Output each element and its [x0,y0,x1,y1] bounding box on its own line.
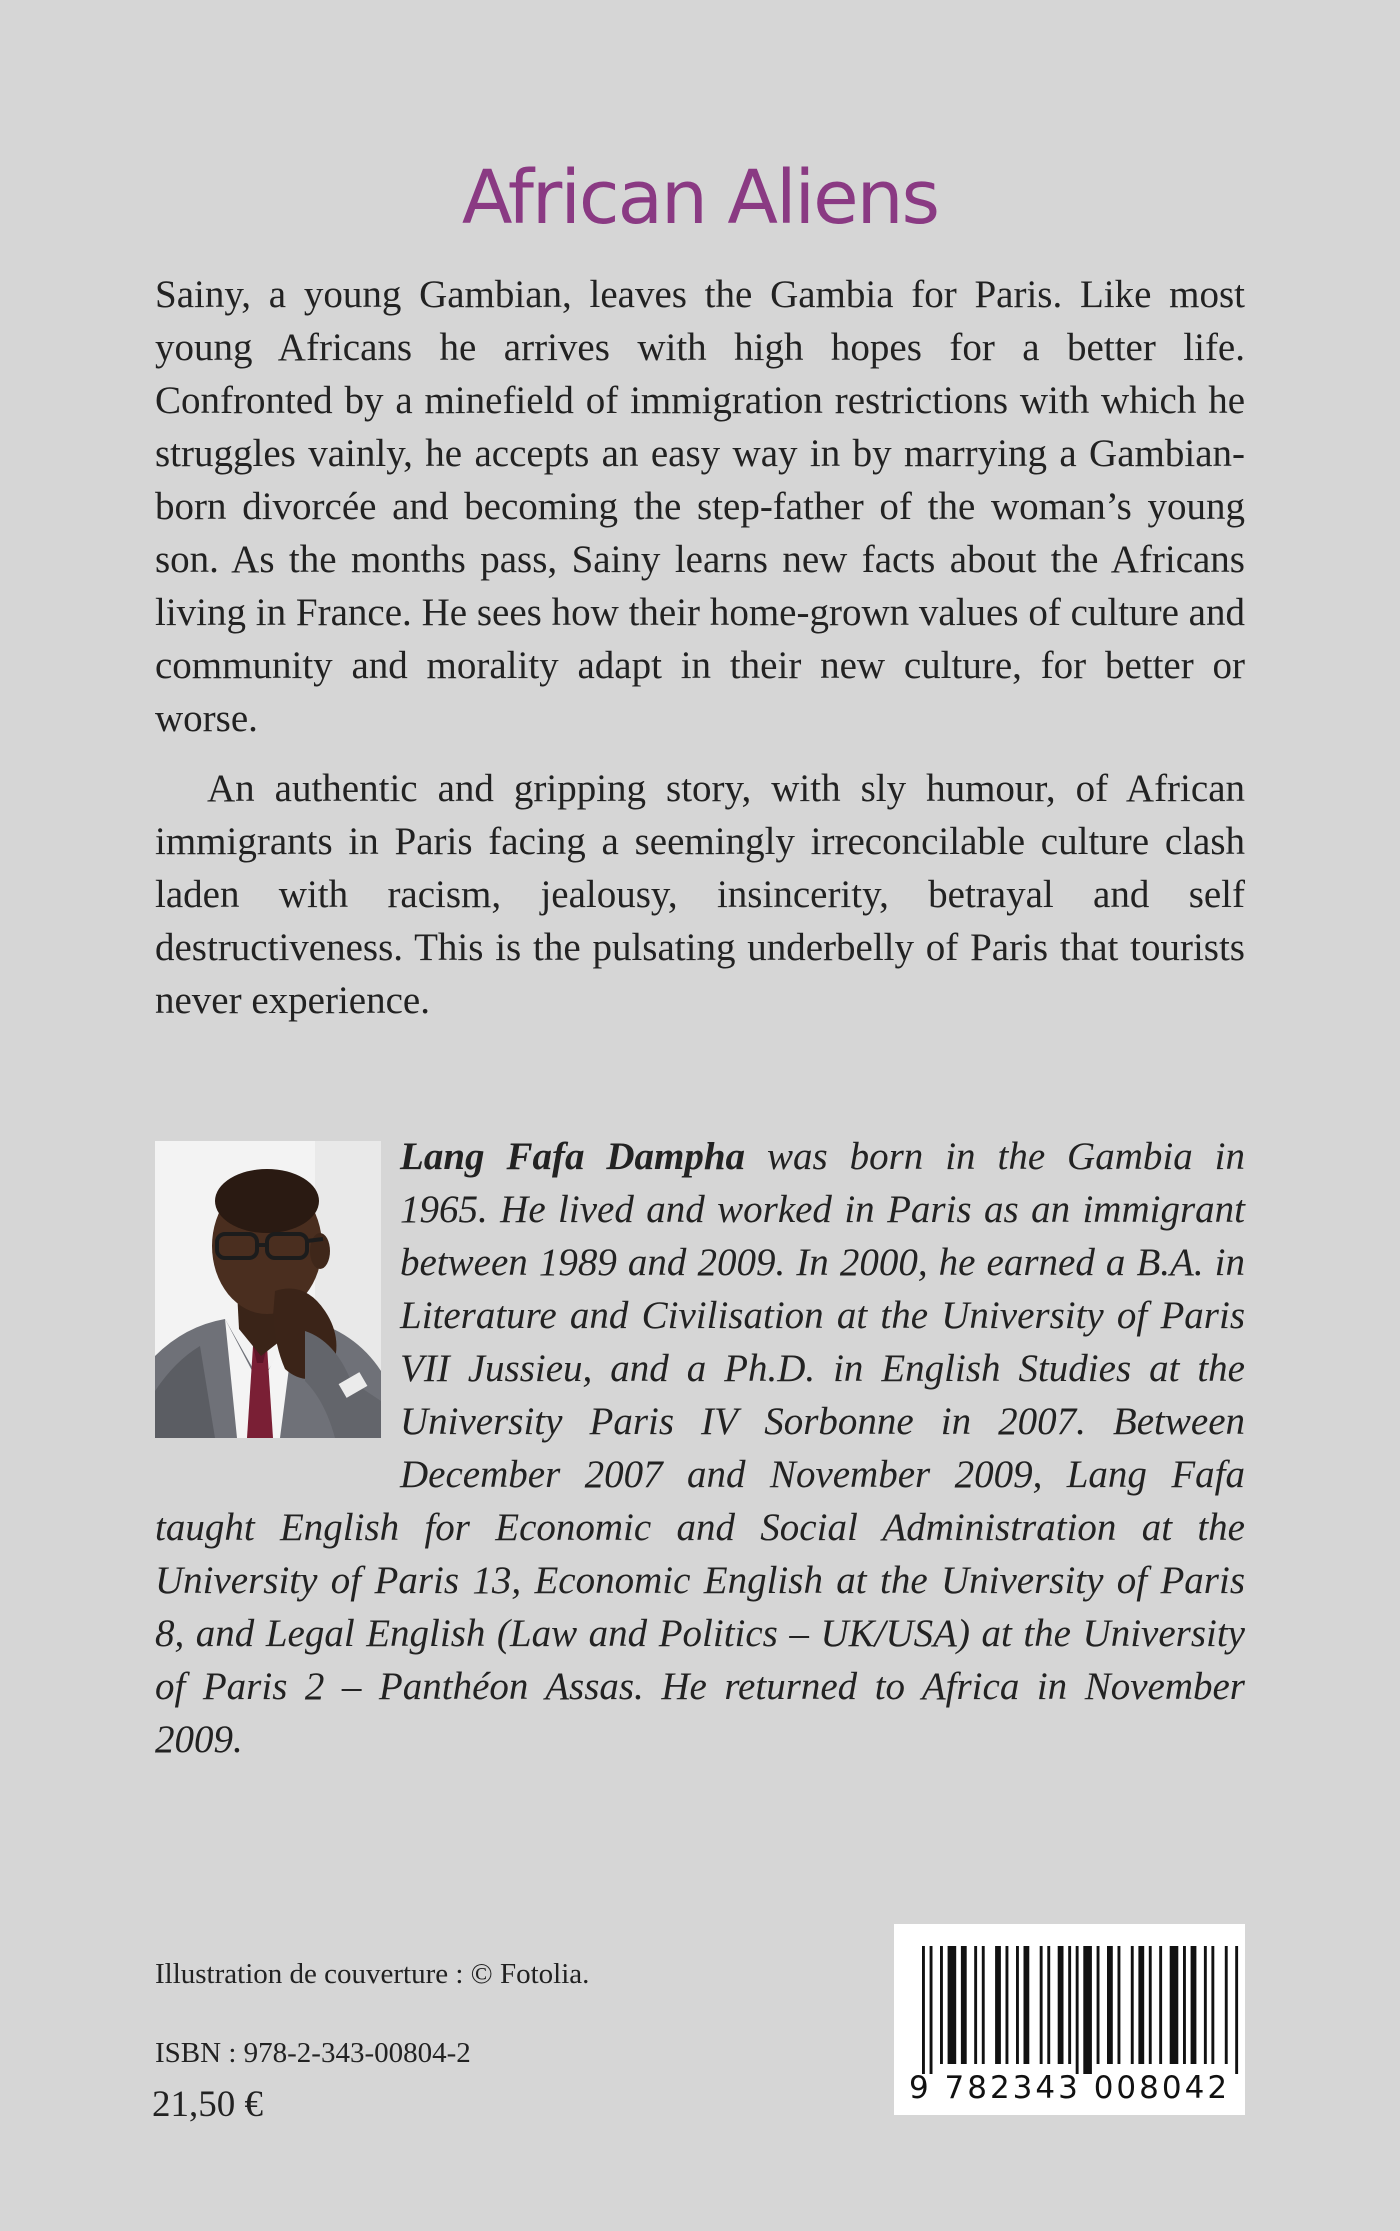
barcode-bar [974,1946,977,2064]
barcode-bar [1076,1946,1079,2074]
barcode-bar [1211,1946,1214,2064]
author-bio-text: was born in the Gambia in 1965. He lived and worked in Paris as an immigrant between 1989 and 2009. In 2000, he earned a B.A. in Literature and Civilisation at the University of Paris VII Jussieu, and a Ph.D. in English Studies at the University Paris IV Sorbonne in 2007. Between December 2007 and November 2009, Lang Fafa taught English for Economic and Social Administration at the University of Paris 13, Economic English at the University of Paris 8, and Legal English (Law and Politics – UK/USA) at the University of Paris 2 – Panthéon Assas. He returned to Africa in November 2009. [155,1135,1245,1761]
blurb-paragraph-2: An authentic and gripping story, with sly humour, of African immigrants in Paris facing a seemingly irreconcilable culture clash laden with racism, jealousy, insincerity, betrayal and self destructiveness. This is the pulsating underbelly of Paris that tourists never experience. [155,767,1245,1022]
barcode-bar [1225,1946,1228,2064]
barcode-bar [1047,1946,1050,2064]
barcode-bar [1159,1946,1162,2064]
barcode-bar [961,1946,967,2064]
barcode-bar [1183,1946,1186,2064]
isbn: ISBN : 978-2-343-00804-2 [155,2037,471,2069]
barcode-number: 9 782343 008042 [908,2070,1231,2106]
barcode-bar [1040,1946,1043,2064]
barcode-bar [1006,1946,1009,2064]
barcode-bar [940,1946,943,2064]
barcode-bar [995,1946,1001,2064]
barcode-bar [982,1946,985,2064]
book-title: African Aliens [461,154,939,241]
price: 21,50 € [152,2084,263,2125]
barcode-bar [1235,1946,1238,2074]
barcode-bar [948,1946,957,2064]
barcode-bar [1118,1946,1121,2064]
barcode-bar [922,1946,925,2074]
author-name: Lang Fafa Dampha [400,1135,746,1178]
barcode-bar [1131,1946,1134,2064]
barcode-bar [930,1946,933,2074]
author-photo-spacer [155,1130,400,1450]
barcode-bar [1068,1946,1071,2064]
illustration-credit: Illustration de couverture : © Fotolia. [155,1958,590,1990]
barcode-bar [1058,1946,1064,2064]
barcode-bar [1138,1946,1144,2064]
barcode-bar [1107,1946,1113,2064]
blurb-paragraph-1: Sainy, a young Gambian, leaves the Gambia for Paris. Like most young Africans he arrives with high hopes for a better life. Confronted by a minefield of immigration restrictions with which he struggles vainly, he accepts an easy way in by marrying a Gambian-born divorcée and becoming the step-father of the woman’s young son. As the months pass, Sainy learns new facts about the Africans living in France. He sees how their home-grown values of culture and community and morality adapt in their new culture, for better or worse. [155,273,1245,740]
barcode-bar [1083,1946,1092,2074]
barcode-bar [1170,1946,1179,2064]
barcode-bar [1016,1946,1019,2064]
barcode-bar [1204,1946,1207,2064]
barcode [894,1924,1245,2115]
barcode-bar [1191,1946,1197,2064]
barcode-bar [1024,1946,1030,2064]
barcode-bar [1097,1946,1100,2064]
barcode-bar [1149,1946,1152,2064]
author-bio [155,1130,1245,1766]
